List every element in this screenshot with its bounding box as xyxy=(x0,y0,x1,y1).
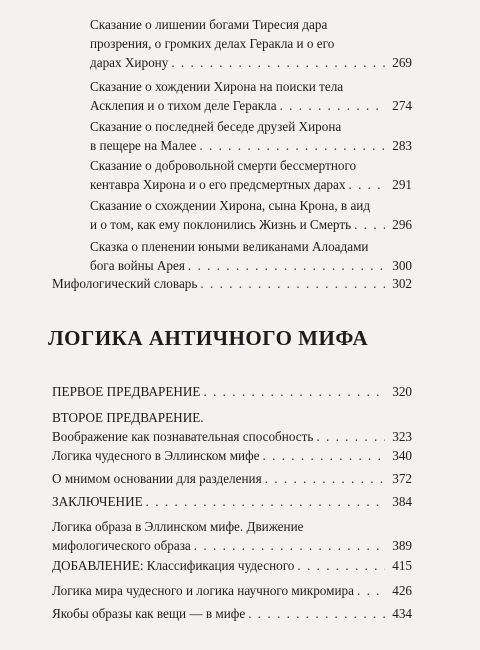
toc-entry-title: мифологического образа xyxy=(52,538,191,553)
toc-page-number: 283 xyxy=(392,138,412,153)
toc-entry-title: и о том, как ему поклонились Жизнь и Смерть xyxy=(90,217,352,232)
toc-page-number: 302 xyxy=(392,276,412,291)
toc-leader xyxy=(248,604,385,623)
toc-entry-title: Воображение как познавательная способность xyxy=(52,429,314,444)
toc-entry-line: Сказание о схождении Хирона, сына Крона, в аид xyxy=(90,198,371,213)
toc-entry-title: ЗАКЛЮЧЕНИЕ xyxy=(52,494,143,509)
toc-entry-line: прозрения, о громких делах Геракла и о его xyxy=(90,36,335,51)
toc-leader xyxy=(357,581,385,600)
toc-entry-line: Сказка о пленении юными великанами Алоадами xyxy=(90,239,369,254)
toc-entry[interactable] xyxy=(52,556,412,575)
toc-leader xyxy=(348,175,385,194)
toc-leader xyxy=(297,556,385,575)
toc-leader xyxy=(146,492,385,511)
toc-entry-title: дарах Хирону xyxy=(90,55,169,70)
toc-entry[interactable] xyxy=(52,492,412,511)
toc-leader xyxy=(199,136,385,155)
toc-entry-title: Мифологический словарь xyxy=(52,276,198,291)
toc-leader xyxy=(280,96,385,115)
toc-entry[interactable] xyxy=(52,517,412,555)
toc-entry[interactable] xyxy=(52,581,412,600)
toc-entry-line: Сказание о добровольной смерти бессмертного xyxy=(90,158,357,173)
toc-entry[interactable] xyxy=(52,604,412,623)
toc-leader xyxy=(188,256,385,275)
toc-entry[interactable] xyxy=(90,77,412,115)
toc-page-number: 389 xyxy=(392,538,412,553)
toc-page-number: 384 xyxy=(392,494,412,509)
toc-page-number: 426 xyxy=(392,583,412,598)
toc-page-number: 372 xyxy=(392,471,412,486)
toc-entry[interactable] xyxy=(52,446,412,465)
toc-entry[interactable] xyxy=(52,469,412,488)
toc-page-number: 274 xyxy=(392,98,412,113)
toc-entry[interactable] xyxy=(90,15,412,72)
toc-entry-heading: ВТОРОЕ ПРЕДВАРЕНИЕ. xyxy=(52,410,204,425)
toc-page-number: 415 xyxy=(392,558,412,573)
toc-entry[interactable] xyxy=(52,408,412,446)
toc-entry-title: Логика чудесного в Эллинском мифе xyxy=(52,448,260,463)
toc-page-number: 323 xyxy=(392,429,412,444)
toc-entry-dictionary[interactable] xyxy=(52,274,412,293)
toc-leader xyxy=(265,469,385,488)
toc-page-number: 340 xyxy=(392,448,412,463)
toc-entry-title: О мнимом основании для разделения xyxy=(52,471,262,486)
toc-page-number: 269 xyxy=(392,55,412,70)
toc-entry[interactable] xyxy=(52,382,412,401)
toc-entry-title: в пещере на Малее xyxy=(90,138,197,153)
toc-leader xyxy=(194,536,385,555)
toc-leader xyxy=(200,274,385,293)
toc-entry-line: Логика образа в Эллинском мифе. Движение xyxy=(52,519,304,534)
toc-page-number: 434 xyxy=(392,606,412,621)
toc-leader xyxy=(316,427,385,446)
section-title: ЛОГИКА АНТИЧНОГО МИФА xyxy=(48,326,369,350)
toc-entry-title: ПЕРВОЕ ПРЕДВАРЕНИЕ xyxy=(52,384,201,399)
toc-page-number: 291 xyxy=(392,177,412,192)
toc-leader xyxy=(203,382,385,401)
toc-entry-line: Сказание о последней беседе друзей Хирона xyxy=(90,119,342,134)
toc-entry-title: ДОБАВЛЕНИЕ: Классификация чудесного xyxy=(52,558,295,573)
toc-entry-line: Сказание о лишении богами Тиресия дара xyxy=(90,17,328,32)
toc-entry-title: бога войны Арея xyxy=(90,258,185,273)
toc-entry-title: Асклепия и о тихом деле Геракла xyxy=(90,98,277,113)
toc-page-number: 300 xyxy=(392,258,412,273)
toc-leader xyxy=(263,446,385,465)
toc-page-number: 296 xyxy=(392,217,412,232)
toc-entry-title: Якобы образы как вещи — в мифе xyxy=(52,606,246,621)
toc-entry[interactable] xyxy=(90,156,412,194)
toc-entry[interactable] xyxy=(90,196,412,234)
toc-entry[interactable] xyxy=(90,117,412,155)
toc-leader xyxy=(171,53,385,72)
toc-entry-line: Сказание о хождении Хирона на поиски тела xyxy=(90,79,344,94)
toc-leader xyxy=(354,215,385,234)
toc-entry-title: кентавра Хирона и о его предсмертных дарах xyxy=(90,177,346,192)
toc-page-number: 320 xyxy=(392,384,412,399)
toc-entry[interactable] xyxy=(90,237,412,275)
toc-entry-title: Логика мира чудесного и логика научного микромира xyxy=(52,583,354,598)
